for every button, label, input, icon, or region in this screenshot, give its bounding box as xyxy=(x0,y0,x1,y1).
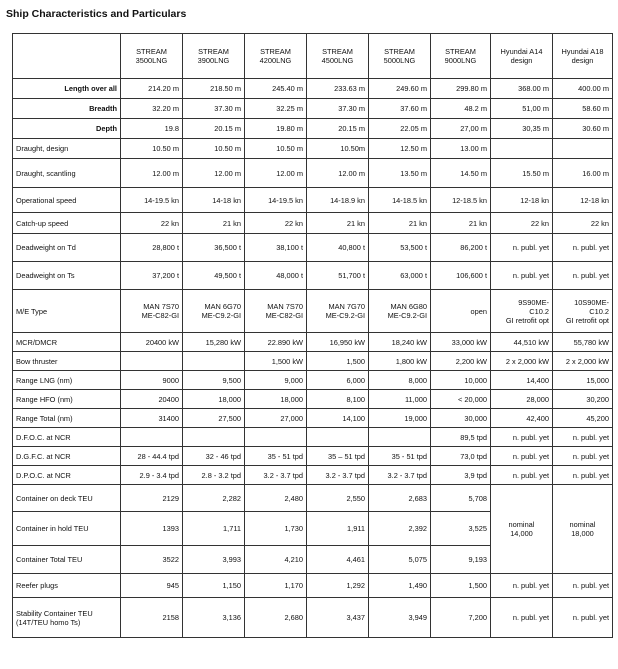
table-cell: 30.60 m xyxy=(553,119,613,139)
table-cell: 37.60 m xyxy=(369,99,431,119)
table-cell: 51,700 t xyxy=(307,262,369,290)
row-label: D.F.O.C. at NCR xyxy=(13,428,121,447)
table-row xyxy=(13,447,613,466)
table-cell: 10,000 xyxy=(431,371,491,390)
table-cell: 249.60 m xyxy=(369,79,431,99)
column-header: STREAM 5000LNG xyxy=(369,34,431,79)
table-cell: 1,730 xyxy=(245,512,307,546)
table-cell: 218.50 m xyxy=(183,79,245,99)
table-cell: 28,000 xyxy=(491,390,553,409)
table-cell: 27,000 xyxy=(245,409,307,428)
column-header: STREAM 4200LNG xyxy=(245,34,307,79)
table-row xyxy=(13,139,613,159)
row-label: Container on deck TEU xyxy=(13,485,121,512)
table-cell: 20400 kW xyxy=(121,333,183,352)
table-cell: 51,00 m xyxy=(491,99,553,119)
table-cell: 12.00 m xyxy=(245,159,307,188)
row-label: Container in hold TEU xyxy=(13,512,121,546)
table-cell: 12-18 kn xyxy=(491,188,553,213)
table-cell: 14-18.5 kn xyxy=(369,188,431,213)
table-cell: n. publ. yet xyxy=(491,574,553,598)
row-label: Draught, scantling xyxy=(13,159,121,188)
row-label: Catch-up speed xyxy=(13,213,121,234)
table-cell xyxy=(307,428,369,447)
row-label: Deadweight on Td xyxy=(13,234,121,262)
table-cell: 14,400 xyxy=(491,371,553,390)
table-cell xyxy=(245,428,307,447)
table-cell xyxy=(121,352,183,371)
row-label: Operational speed xyxy=(13,188,121,213)
column-header: Hyundai A18 design xyxy=(553,34,613,79)
row-label: Bow thruster xyxy=(13,352,121,371)
table-cell: 14-18.9 kn xyxy=(307,188,369,213)
table-cell: 37,200 t xyxy=(121,262,183,290)
table-cell: 9,193 xyxy=(431,546,491,574)
table-cell: 7,200 xyxy=(431,598,491,638)
table-cell: MAN 7S70 ME-C82-GI xyxy=(121,290,183,333)
table-cell: 2 x 2,000 kW xyxy=(553,352,613,371)
table-cell: 1,500 xyxy=(307,352,369,371)
table-cell: 1,800 kW xyxy=(369,352,431,371)
row-label: Stability Container TEU (14T/TEU homo Ts) xyxy=(13,598,121,638)
ship-particulars-table xyxy=(12,33,613,638)
table-cell: 32.25 m xyxy=(245,99,307,119)
table-cell: 30,35 m xyxy=(491,119,553,139)
table-row xyxy=(13,371,613,390)
table-cell: 5,708 xyxy=(431,485,491,512)
table-cell: 19.8 xyxy=(121,119,183,139)
table-cell: n. publ. yet xyxy=(491,428,553,447)
table-cell: 3,993 xyxy=(183,546,245,574)
table-cell: 18,000 xyxy=(183,390,245,409)
table-row xyxy=(13,188,613,213)
table-cell: 37.30 m xyxy=(183,99,245,119)
page-title: Ship Characteristics and Particulars xyxy=(6,8,187,20)
table-cell: 4,461 xyxy=(307,546,369,574)
table-cell: 22 kn xyxy=(245,213,307,234)
table-cell: 10S90ME- C10.2 GI retrofit opt xyxy=(553,290,613,333)
table-cell: 3.2 - 3.7 tpd xyxy=(307,466,369,485)
table-cell: 48,000 t xyxy=(245,262,307,290)
table-row xyxy=(13,119,613,139)
table-cell: 2,680 xyxy=(245,598,307,638)
table-cell: 28,800 t xyxy=(121,234,183,262)
table-cell: 1,711 xyxy=(183,512,245,546)
table-cell: 368.00 m xyxy=(491,79,553,99)
table-cell: 3.2 - 3.7 tpd xyxy=(369,466,431,485)
table-cell: 2,550 xyxy=(307,485,369,512)
table-cell: 106,600 t xyxy=(431,262,491,290)
table-cell: 13.00 m xyxy=(431,139,491,159)
table-cell: 400.00 m xyxy=(553,79,613,99)
table-row xyxy=(13,290,613,333)
table-row xyxy=(13,485,613,512)
table-cell: 19,000 xyxy=(369,409,431,428)
column-header: STREAM 3500LNG xyxy=(121,34,183,79)
table-cell: 2,200 kW xyxy=(431,352,491,371)
table-cell: 2 x 2,000 kW xyxy=(491,352,553,371)
table-cell: 12.00 m xyxy=(121,159,183,188)
table-cell: 40,800 t xyxy=(307,234,369,262)
table-cell: 12.00 m xyxy=(183,159,245,188)
table-cell: n. publ. yet xyxy=(553,447,613,466)
header-corner-cell xyxy=(13,34,121,79)
table-cell xyxy=(553,139,613,159)
table-cell: n. publ. yet xyxy=(553,598,613,638)
table-cell: 22 kn xyxy=(553,213,613,234)
table-cell: n. publ. yet xyxy=(491,234,553,262)
table-cell: 15,280 kW xyxy=(183,333,245,352)
table-cell: 38,100 t xyxy=(245,234,307,262)
table-cell: 3.2 - 3.7 tpd xyxy=(245,466,307,485)
table-cell: 48.2 m xyxy=(431,99,491,119)
table-row xyxy=(13,213,613,234)
table-row xyxy=(13,598,613,638)
table-cell: 14-19.5 kn xyxy=(245,188,307,213)
table-cell: 10.50 m xyxy=(183,139,245,159)
table-cell: 58.60 m xyxy=(553,99,613,119)
table-cell: 3,9 tpd xyxy=(431,466,491,485)
table-cell: MAN 7G70 ME-C9.2-GI xyxy=(307,290,369,333)
table-cell: 30,000 xyxy=(431,409,491,428)
table-cell: 14-18 kn xyxy=(183,188,245,213)
table-cell: 20400 xyxy=(121,390,183,409)
table-cell: 945 xyxy=(121,574,183,598)
table-cell: 1,292 xyxy=(307,574,369,598)
table-row xyxy=(13,79,613,99)
row-label: Draught, design xyxy=(13,139,121,159)
table-cell: 2,282 xyxy=(183,485,245,512)
table-cell: 37.30 m xyxy=(307,99,369,119)
table-row xyxy=(13,262,613,290)
table-row xyxy=(13,390,613,409)
table-cell: 32 - 46 tpd xyxy=(183,447,245,466)
table-cell: 44,510 kW xyxy=(491,333,553,352)
table-cell: MAN 7S70 ME-C82-GI xyxy=(245,290,307,333)
table-cell: 28 - 44.4 tpd xyxy=(121,447,183,466)
table-cell: 22.890 kW xyxy=(245,333,307,352)
table-row xyxy=(13,159,613,188)
table-cell: 1,500 kW xyxy=(245,352,307,371)
table-cell: 8,000 xyxy=(369,371,431,390)
table-cell: 18,240 kW xyxy=(369,333,431,352)
table-cell: 10.50m xyxy=(307,139,369,159)
table-row xyxy=(13,333,613,352)
table-cell: 2129 xyxy=(121,485,183,512)
table-cell: 16,950 kW xyxy=(307,333,369,352)
table-cell: 21 kn xyxy=(369,213,431,234)
table-cell: 22 kn xyxy=(121,213,183,234)
table-cell: 245.40 m xyxy=(245,79,307,99)
table-cell: nominal 14,000 xyxy=(491,485,553,574)
table-cell: 1,150 xyxy=(183,574,245,598)
table-row xyxy=(13,234,613,262)
column-header: STREAM 9000LNG xyxy=(431,34,491,79)
table-cell xyxy=(183,428,245,447)
table-cell: 233.63 m xyxy=(307,79,369,99)
table-cell: 21 kn xyxy=(431,213,491,234)
table-cell: 27,500 xyxy=(183,409,245,428)
table-cell: 49,500 t xyxy=(183,262,245,290)
table-cell: 2,480 xyxy=(245,485,307,512)
table-cell: 16.00 m xyxy=(553,159,613,188)
row-label: D.P.O.C. at NCR xyxy=(13,466,121,485)
row-label: M/E Type xyxy=(13,290,121,333)
table-row xyxy=(13,409,613,428)
table-cell: 63,000 t xyxy=(369,262,431,290)
table-cell: 5,075 xyxy=(369,546,431,574)
table-cell: 20.15 m xyxy=(307,119,369,139)
table-cell: 14-19.5 kn xyxy=(121,188,183,213)
table-cell: < 20,000 xyxy=(431,390,491,409)
table-cell: n. publ. yet xyxy=(491,262,553,290)
table-cell: 14.50 m xyxy=(431,159,491,188)
table-cell: 89,5 tpd xyxy=(431,428,491,447)
table-cell: 15.50 m xyxy=(491,159,553,188)
table-row xyxy=(13,99,613,119)
table-cell: MAN 6G70 ME-C9.2-GI xyxy=(183,290,245,333)
row-label: Range HFO (nm) xyxy=(13,390,121,409)
table-cell: 6,000 xyxy=(307,371,369,390)
table-cell: 14,100 xyxy=(307,409,369,428)
table-cell: n. publ. yet xyxy=(553,428,613,447)
table-cell: 2.9 - 3.4 tpd xyxy=(121,466,183,485)
table-cell: 299.80 m xyxy=(431,79,491,99)
table-cell: 9S90ME- C10.2 GI retrofit opt xyxy=(491,290,553,333)
row-label: Container Total TEU xyxy=(13,546,121,574)
table-cell xyxy=(183,352,245,371)
table-cell xyxy=(369,428,431,447)
table-cell xyxy=(121,428,183,447)
row-label: Range Total (nm) xyxy=(13,409,121,428)
table-cell: 33,000 kW xyxy=(431,333,491,352)
table-cell: 42,400 xyxy=(491,409,553,428)
table-cell: nominal 18,000 xyxy=(553,485,613,574)
table-cell: 2,392 xyxy=(369,512,431,546)
table-cell: 73,0 tpd xyxy=(431,447,491,466)
row-label: MCR/DMCR xyxy=(13,333,121,352)
table-cell: 9,500 xyxy=(183,371,245,390)
table-cell: 35 - 51 tpd xyxy=(369,447,431,466)
table-cell: 10.50 m xyxy=(245,139,307,159)
table-cell: 2.8 - 3.2 tpd xyxy=(183,466,245,485)
row-label: Range LNG (nm) xyxy=(13,371,121,390)
table-cell: 4,210 xyxy=(245,546,307,574)
table-cell: 32.20 m xyxy=(121,99,183,119)
table-cell: 18,000 xyxy=(245,390,307,409)
table-cell: 27,00 m xyxy=(431,119,491,139)
table-cell: 86,200 t xyxy=(431,234,491,262)
table-cell: n. publ. yet xyxy=(553,574,613,598)
table-row xyxy=(13,466,613,485)
table-cell: 1,490 xyxy=(369,574,431,598)
table-cell: n. publ. yet xyxy=(553,466,613,485)
table-cell: 2158 xyxy=(121,598,183,638)
table-row xyxy=(13,574,613,598)
table-cell: 36,500 t xyxy=(183,234,245,262)
table-cell: 214.20 m xyxy=(121,79,183,99)
table-cell: MAN 6G80 ME-C9.2-GI xyxy=(369,290,431,333)
table-cell: 12.00 m xyxy=(307,159,369,188)
table-cell xyxy=(491,139,553,159)
table-cell: 19.80 m xyxy=(245,119,307,139)
table-cell: 9000 xyxy=(121,371,183,390)
row-label: D.G.F.C. at NCR xyxy=(13,447,121,466)
column-header: Hyundai A14 design xyxy=(491,34,553,79)
table-cell: 30,200 xyxy=(553,390,613,409)
table-cell: 10.50 m xyxy=(121,139,183,159)
table-cell: 3,525 xyxy=(431,512,491,546)
table-cell: 12-18.5 kn xyxy=(431,188,491,213)
table-cell: 9,000 xyxy=(245,371,307,390)
table-cell: 20.15 m xyxy=(183,119,245,139)
table-row xyxy=(13,428,613,447)
table-cell: 3,437 xyxy=(307,598,369,638)
table-cell: 3522 xyxy=(121,546,183,574)
table-cell: 11,000 xyxy=(369,390,431,409)
table-row xyxy=(13,352,613,371)
table-cell: n. publ. yet xyxy=(553,262,613,290)
table-cell: 22.05 m xyxy=(369,119,431,139)
table-cell: n. publ. yet xyxy=(553,234,613,262)
table-cell: n. publ. yet xyxy=(491,598,553,638)
table-cell: 21 kn xyxy=(307,213,369,234)
table-cell: 3,136 xyxy=(183,598,245,638)
table-cell: 2,683 xyxy=(369,485,431,512)
table-cell: 12-18 kn xyxy=(553,188,613,213)
header-row xyxy=(13,34,613,79)
row-label: Depth xyxy=(13,119,121,139)
table-cell: 21 kn xyxy=(183,213,245,234)
table-cell: 1,911 xyxy=(307,512,369,546)
row-label: Deadweight on Ts xyxy=(13,262,121,290)
table-cell: 1393 xyxy=(121,512,183,546)
table-cell: 15,000 xyxy=(553,371,613,390)
table-cell: n. publ. yet xyxy=(491,466,553,485)
table-cell: 22 kn xyxy=(491,213,553,234)
table-cell: open xyxy=(431,290,491,333)
table-cell: 45,200 xyxy=(553,409,613,428)
table-cell: 12.50 m xyxy=(369,139,431,159)
table-cell: 31400 xyxy=(121,409,183,428)
table-cell: n. publ. yet xyxy=(491,447,553,466)
table-cell: 1,500 xyxy=(431,574,491,598)
row-label: Reefer plugs xyxy=(13,574,121,598)
row-label: Breadth xyxy=(13,99,121,119)
table-cell: 13.50 m xyxy=(369,159,431,188)
table-cell: 8,100 xyxy=(307,390,369,409)
column-header: STREAM 4500LNG xyxy=(307,34,369,79)
table-cell: 53,500 t xyxy=(369,234,431,262)
table-cell: 3,949 xyxy=(369,598,431,638)
table-cell: 55,780 kW xyxy=(553,333,613,352)
table-cell: 1,170 xyxy=(245,574,307,598)
table-cell: 35 – 51 tpd xyxy=(307,447,369,466)
column-header: STREAM 3900LNG xyxy=(183,34,245,79)
table-cell: 35 - 51 tpd xyxy=(245,447,307,466)
row-label: Length over all xyxy=(13,79,121,99)
